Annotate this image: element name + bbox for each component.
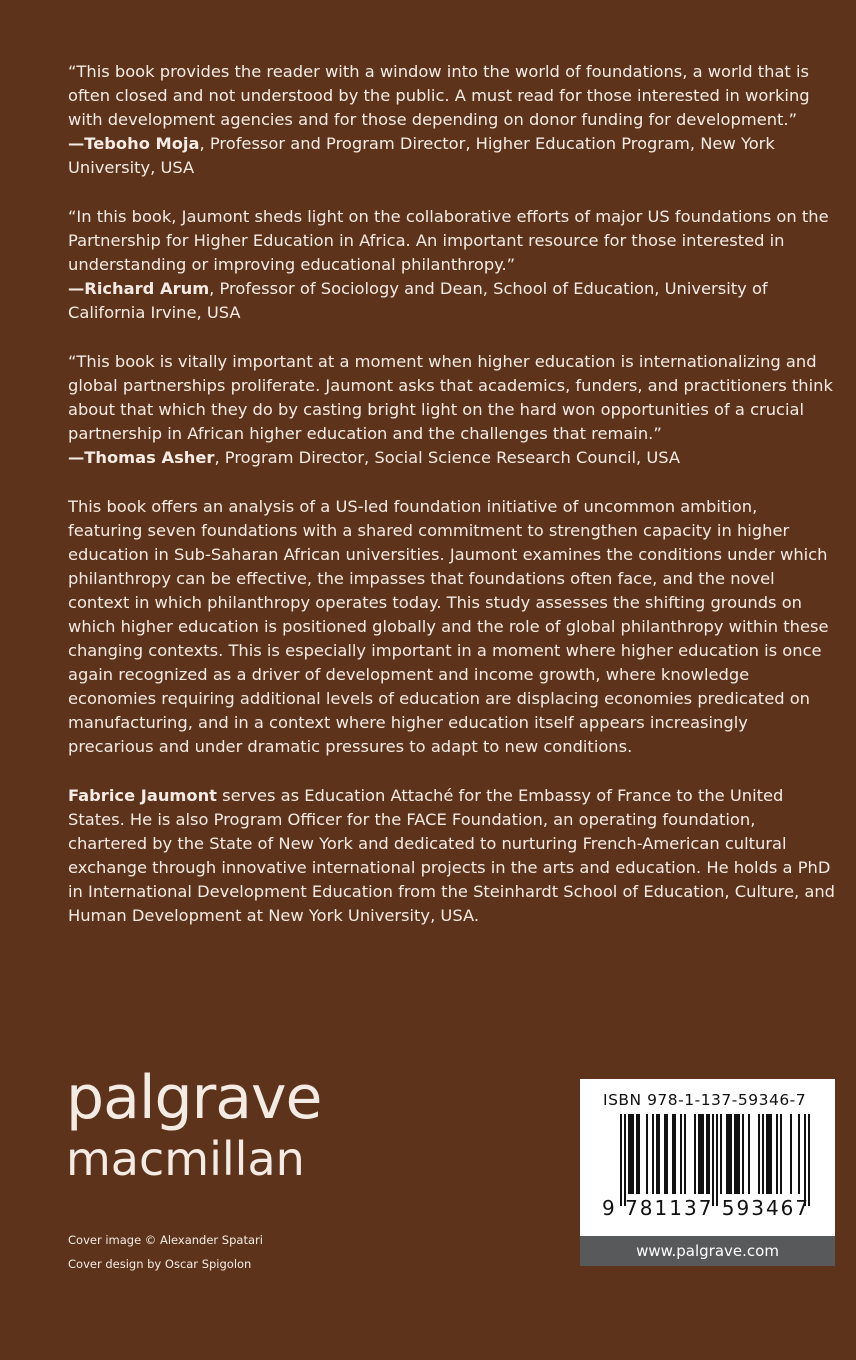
quote-1-attribution — [68, 132, 836, 180]
barcode-bar — [672, 1114, 674, 1194]
author-bio — [68, 784, 836, 928]
barcode-box — [580, 1079, 835, 1266]
barcode-bar — [762, 1114, 764, 1194]
barcode-bar — [766, 1114, 768, 1194]
back-cover-text — [68, 60, 836, 953]
description — [68, 495, 836, 759]
cover-design-credit: Cover design by Oscar Spigolon — [68, 1257, 252, 1271]
barcode-bar — [666, 1114, 668, 1194]
barcode-bar — [768, 1114, 770, 1194]
barcode-bar — [624, 1114, 626, 1206]
barcode-bar — [674, 1114, 676, 1194]
barcode-bar — [636, 1114, 638, 1194]
quote-2-affiliation: , Professor of Sociology and Dean, School of Education, University of California Irvine, USA — [68, 279, 768, 322]
barcode-digits: 9 781137 593467 — [602, 1196, 811, 1220]
quote-2-author: —Richard Arum — [68, 279, 210, 298]
author-bio-paragraph — [68, 784, 836, 928]
barcode-bar — [656, 1114, 658, 1194]
barcode-bar — [658, 1114, 660, 1194]
barcode-bar — [780, 1114, 782, 1194]
barcode-bar — [730, 1114, 732, 1194]
barcode-bar — [694, 1114, 696, 1194]
barcode-bar — [728, 1114, 730, 1194]
barcode-bar — [620, 1114, 622, 1206]
author-bio-name: Fabrice Jaumont — [68, 786, 217, 805]
barcode-bar — [720, 1114, 722, 1194]
barcode-bar — [748, 1114, 750, 1194]
barcode-bar — [630, 1114, 632, 1194]
barcode-bar — [726, 1114, 728, 1194]
barcode-bar — [680, 1114, 682, 1194]
quote-3-text: “This book is vitally important at a moment when higher education is internationalizing and global partnerships proliferate. Jaumont asks that academics, funders, and practitioners think about that which they do by casting bright light on the hard won opportunities of a crucial partnership in African higher education and the challenges that remain.” — [68, 352, 833, 443]
description-text: This book offers an analysis of a US-led foundation initiative of uncommon ambition, featuring seven foundations with a shared commitment to strengthen capacity in higher education in Sub-Saharan African universities. Jaumont examines the conditions under which philanthropy can be effective, the impasses that foundations often face, and the novel context in which philanthropy operates today. This study assesses the shifting grounds on which higher education is positioned globally and the role of global philanthropy within these changing contexts. This is especially important in a moment where higher education is once again recognized as a driver of development and income growth, where knowledge economies requiring additional levels of education are displacing economies predicated on manufacturing, and in a context where higher education itself appears increasingly precarious and under dramatic pressures to adapt to new conditions. — [68, 497, 829, 756]
barcode-bar — [742, 1114, 744, 1194]
barcode-bar — [652, 1114, 654, 1194]
quote-2-attribution — [68, 277, 836, 325]
publisher-logo-line1: palgrave — [66, 1063, 322, 1133]
barcode-bar — [664, 1114, 666, 1194]
barcode-bar — [632, 1114, 634, 1194]
barcode-bar — [734, 1114, 736, 1194]
barcode-bar — [706, 1114, 708, 1194]
barcode-bar — [708, 1114, 710, 1194]
barcode-bar — [736, 1114, 738, 1194]
barcode-bar — [700, 1114, 702, 1194]
cover-credits — [68, 1228, 263, 1276]
quote-3-author: —Thomas Asher — [68, 448, 215, 467]
barcode-bar — [698, 1114, 700, 1194]
quote-3-attribution — [68, 446, 836, 470]
publisher-logo-line2: macmillan — [66, 1132, 305, 1186]
barcode-bar — [716, 1114, 718, 1206]
quote-1-author: —Teboho Moja — [68, 134, 200, 153]
quote-2-text: “In this book, Jaumont sheds light on the collaborative efforts of major US foundations on the Partnership for Higher Education in Africa. An important resource for those interested in understanding or improving educational philanthropy.” — [68, 207, 829, 274]
quote-2 — [68, 205, 836, 325]
quote-1 — [68, 60, 836, 180]
barcode-bar — [702, 1114, 704, 1194]
barcode-bar — [798, 1114, 800, 1194]
publisher-logo — [66, 1063, 322, 1186]
barcode-bar — [638, 1114, 640, 1194]
quote-3 — [68, 350, 836, 470]
barcode-bar — [808, 1114, 810, 1206]
barcode-bar — [646, 1114, 648, 1194]
quote-1-text: “This book provides the reader with a window into the world of foundations, a world that is often closed and not understood by the public. A must read for those interested in working with development agencies and for those depending on donor funding for development.” — [68, 62, 810, 129]
publisher-url: www.palgrave.com — [580, 1236, 835, 1266]
barcode-bar — [804, 1114, 806, 1206]
barcode-bar — [684, 1114, 686, 1194]
barcode-bar — [790, 1114, 792, 1194]
quote-1-affiliation: , Professor and Program Director, Higher Education Program, New York University, USA — [68, 134, 775, 177]
author-bio-text: serves as Education Attaché for the Embassy of France to the United States. He is also Program Officer for the FACE Foundation, an operating foundation, chartered by the State of New York and dedicated to nurturing French-American cultural exchange through innovative international projects in the arts and education. He holds a PhD in International Development Education from the Steinhardt School of Education, Culture, and Human Development at New York University, USA. — [68, 786, 835, 925]
barcode-bar — [776, 1114, 778, 1194]
barcode-bar — [738, 1114, 740, 1194]
barcode-bar — [770, 1114, 772, 1194]
cover-image-credit: Cover image © Alexander Spatari — [68, 1233, 263, 1247]
barcode-bar — [758, 1114, 760, 1194]
quote-3-affiliation: , Program Director, Social Science Research Council, USA — [214, 448, 681, 467]
barcode-bar — [712, 1114, 714, 1206]
isbn-label: ISBN 978-1-137-59346-7 — [603, 1091, 807, 1109]
barcode-bar — [628, 1114, 630, 1194]
